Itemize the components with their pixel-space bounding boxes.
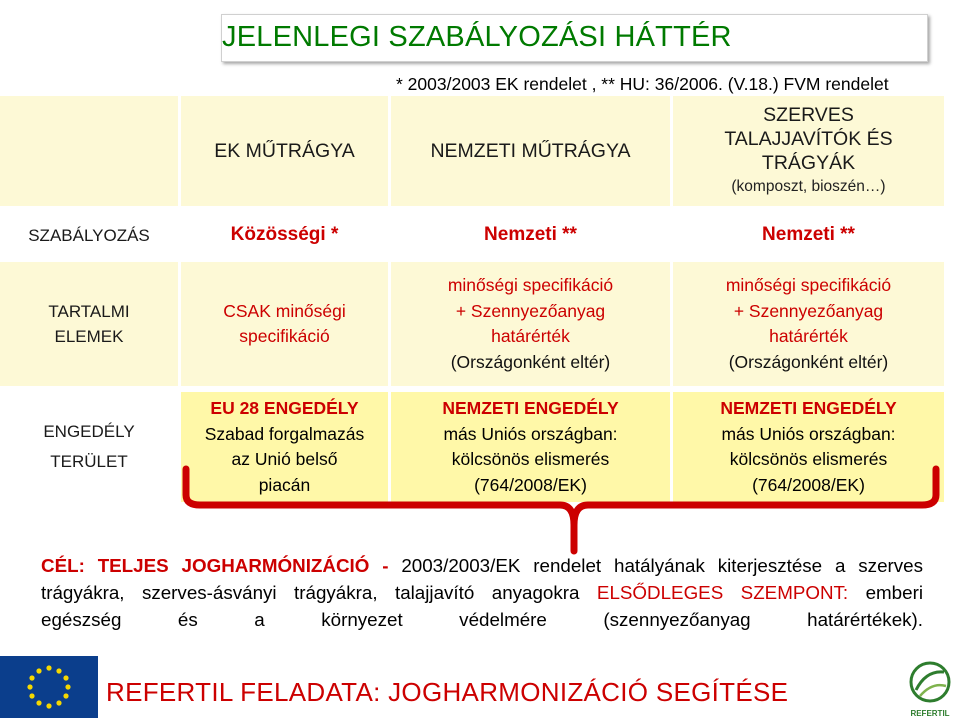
header-szerves-line2: TALAJJAVÍTÓK ÉS [724,128,893,150]
curly-brace-path [186,469,936,551]
tartalmi-nemzeti-line4: (Országonként eltér) [450,351,611,372]
tartalmi-ek [181,262,388,386]
header-ek-mutragya [181,96,388,206]
footnote: * 2003/2003 EK rendelet , ** HU: 36/2006. (V.18.) FVM rendelet [396,74,889,94]
eu-flag-icon [0,656,98,718]
refertil-logo-text: REFERTIL [910,709,950,718]
engedely-nemzeti-line4: (764/2008/EK) [474,474,587,495]
row-label-tartalmi [0,262,178,386]
tartalmi-nemzeti-line1: minőségi specifikáció [447,275,614,295]
tartalmi-label-line2: ELEMEK [54,327,124,346]
tartalmi-ek-line1: CSAK minőségi [223,300,346,321]
header-szerves-line1: SZERVES [763,104,854,126]
goal-text-1: 2003/2003/EK rendelet hatályának kiterjesztése a szerves trágyákra, szerves-ásványi trágyákra, talajjavító anyagokra [41,555,923,603]
szabalyozas-ek [181,212,388,258]
engedely-szerves-line1: NEMZETI ENGEDÉLY [720,398,897,418]
goal-text-2: emberi egészség és a környezet védelmére (szennyezőanyag határértékek). [41,582,924,630]
engedely-ek-line3: az Unió belső [231,449,338,469]
header-nemzeti-label: NEMZETI MŰTRÁGYA [430,140,631,162]
szabalyozas-ek-text: Közösségi * [230,224,339,245]
engedely-nemzeti-line3: kölcsönös elismerés [451,449,610,469]
engedely-nemzeti-line2: más Uniós országban: [443,423,618,444]
row-label-engedely [0,392,178,502]
engedely-ek-line2: Szabad forgalmazás [204,423,365,444]
tartalmi-label-line1: TARTALMI [48,302,130,321]
curly-brace [180,465,945,555]
szabalyozas-nemzeti [391,212,670,258]
engedely-ek-line4: piacán [258,474,311,495]
engedely-label-line2: TERÜLET [50,452,128,471]
tartalmi-szerves-line1: minőségi specifikáció [725,275,892,295]
engedely-label-line1: ENGEDÉLY [43,422,135,441]
engedely-szerves-line4: (764/2008/EK) [752,474,865,495]
tartalmi-szerves-line3: határérték [769,326,848,346]
engedely-szerves-line2: más Uniós országban: [721,423,896,444]
goal-prefix: CÉL: TELJES JOGHARMÓNIZÁCIÓ - [41,555,389,576]
goal-paragraph [41,552,923,633]
header-szerves-line3: TRÁGYÁK [761,152,856,174]
tartalmi-szerves [673,262,944,386]
tartalmi-nemzeti [391,262,670,386]
tartalmi-nemzeti-line3: határérték [491,326,570,346]
row-label-szabalyozas [0,212,178,258]
szabalyozas-nemzeti-text: Nemzeti ** [484,224,577,245]
szabalyozas-szerves-text: Nemzeti ** [762,224,855,245]
title-box [221,14,928,62]
header-ek-label: EK MŰTRÁGYA [214,140,355,162]
tartalmi-szerves-line4: (Országonként eltér) [728,351,889,372]
tartalmi-nemzeti-line2: + Szennyezőanyag [455,300,606,321]
footer-text: REFERTIL FELADATA: JOGHARMONIZÁCIÓ SEGÍTÉSE [106,677,789,707]
eu-flag-bg [0,656,98,718]
header-empty-cell [0,96,178,206]
page-title: JELENLEGI SZABÁLYOZÁSI HÁTTÉR [222,21,732,53]
header-szerves-sub: (komposzt, bioszén…) [731,178,886,195]
refertil-globe-icon [902,660,958,706]
engedely-nemzeti-line1: NEMZETI ENGEDÉLY [442,398,619,418]
goal-emphasis: ELSŐDLEGES SZEMPONT: [596,582,849,603]
tartalmi-szerves-line2: + Szennyezőanyag [733,300,884,321]
szabalyozas-label-text: SZABÁLYOZÁS [28,225,150,245]
header-nemzeti-mutragya [391,96,670,206]
engedely-ek-line1: EU 28 ENGEDÉLY [210,398,359,418]
header-szerves [673,96,944,206]
engedely-szerves-line3: kölcsönös elismerés [729,449,888,469]
tartalmi-ek-line2: specifikáció [239,326,330,346]
szabalyozas-szerves [673,212,944,258]
refertil-logo [902,660,958,716]
